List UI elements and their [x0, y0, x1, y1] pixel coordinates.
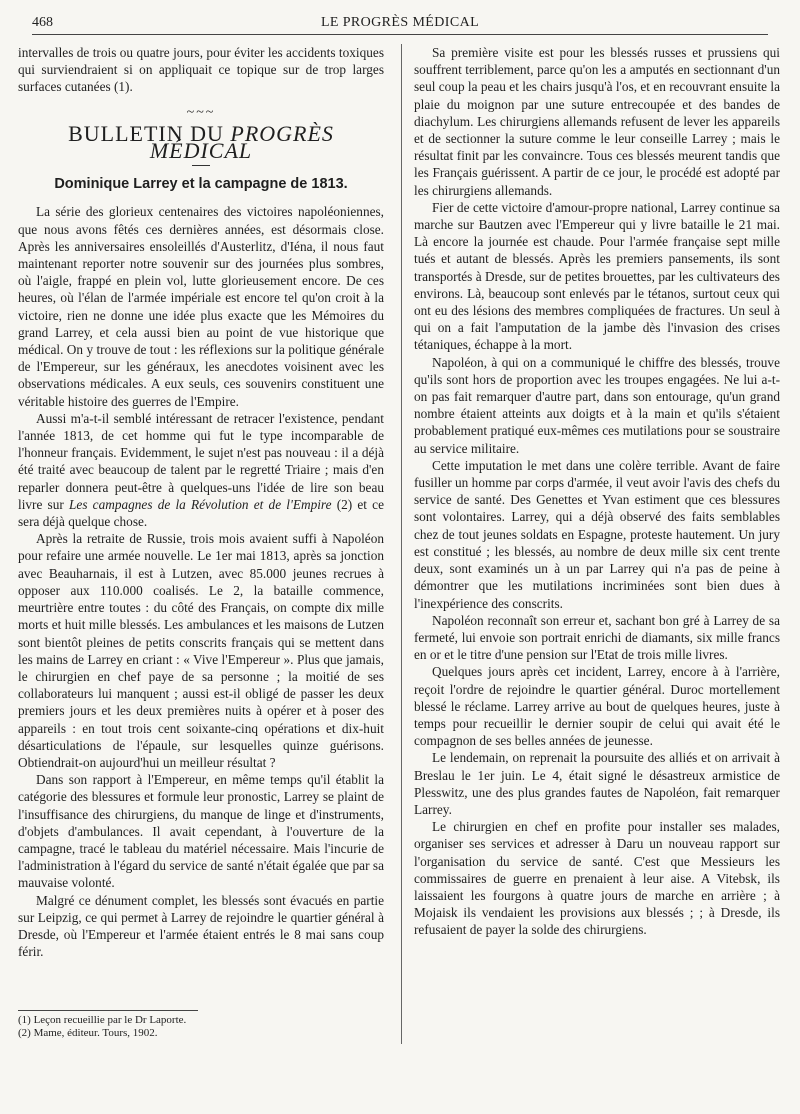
paragraph: Dans son rapport à l'Empereur, en même temps qu'il établit la catégorie des blessures et formule leur pronostic, Larrey se plaint de l'insuffisance des chirurgiens, du manque de linge et d'instruments, d'objets d'ambulances. Il avait cependant, à l'ouverture de la campagne, tracé le tableau du matériel nécessaire. Mais l'incurie de l'administration à l'égard du service de santé n'était égalée que par sa mauvaise volonté. — [18, 772, 384, 891]
paragraph: Malgré ce dénument complet, les blessés sont évacués en partie sur Leipzig, ce qui permet à Larrey de rejoindre le quartier général à Dresde, où l'Empereur et l'armée étaient entrés le 8 mai sans coup férir. — [18, 892, 384, 960]
left-column — [18, 44, 384, 960]
article-title: Dominique Larrey et la campagne de 1813. — [54, 176, 348, 193]
paragraph: Fier de cette victoire d'amour-propre national, Larrey continue sa marche sur Bautzen avec l'Empereur qui y livre bataille le 21 mai. Là encore la journée est chaude. Pour l'armée française sept mille tués et autant de blessés. Après les premiers pansements, ils sont transportés à Dresde, sur de petites brouettes, par les cultivateurs des environs. Là, beaucoup sont enlevés par le tétanos, surtout ceux qui ont eu des lésions des membres compliquées de fractures. Un seul à qui on a fait l'amputation de la jambe dès l'invasion des crises tétaniques, échappe à la mort. — [414, 199, 780, 353]
running-title: LE PROGRÈS MÉDICAL — [320, 15, 480, 30]
footnote: (1) Leçon recueillie par le Dr Laporte. — [18, 1014, 187, 1026]
paragraph: Quelques jours après cet incident, Larrey, encore à à l'arrière, reçoit l'ordre de rejoindre le quartier général. Duroc mortellement blessé le réclame. Larrey arrive au bout de quelques heures, juste à temps pour recueillir le dernier soupir de celui qui avait été le compagnon de ses belles années de jeunesse. — [414, 664, 780, 749]
paragraph: Après la retraite de Russie, trois mois avaient suffi à Napoléon pour refaire une armée nouvelle. Le 1er mai 1813, après sa jonction avec Beauharnais, il est à Lutzen, avec 85.000 jeunes recrues à opposer aux 110.000 coalisés. Le 2, la bataille commence, meurtrière entre toutes : du côté des Français, on compte dix mille morts et huit mille blessés. Les ambulances et les maisons de Lutzen sont bientôt pleines de petits conscrits français qui se mettent dans les mains de Larrey en criant : « Vive l'Empereur ». Plus que jamais, le chirurgien en chef paye de sa personne ; la moitié de ses collaborateurs lui manquent ; aussi est-il obligé de passer les deux premiers jours et les deux premières nuits à opérer et à poser des appareils : en tout trois cent soixante-cinq opérations et dix-huit désarticulations de l'épaule, sur lesquelles quinze guérisons. Obtiendrait-on aujourd'hui un meilleur résultat ? — [18, 531, 384, 770]
bulletin-title-italic: PROGRÈS MÉDICAL — [149, 120, 334, 164]
paragraph: La série des glorieux centenaires des victoires napoléoniennes, que nous avons fêtés ces dernières années, est désormais close. Après les anniversaires ensoleillés d'Austerlitz, d'Iéna, il nous faut maintenant reporter notre souvenir sur des journées plus sombres, où l'aigle, frappé en plein vol, lutte glorieusement encore. De ces heures, où l'élan de l'armée impériale est encore tel qu'on croit à la victoire, rien ne donne une idée plus exacte que les Mémoires du grand Larrey, et cela aussi bien au point de vue historique que médical. On y trouve de tout : les réflexions sur la politique générale de l'Empereur, sur les généraux, les anecdotes voisinent avec les observations médicales. A eux seuls, ces souvenirs constituent une véritable histoire des guerres de l'Empire. — [18, 204, 384, 409]
paragraph-text: (2) et ce sera déjà quelque chose. — [18, 496, 384, 530]
paragraph: Le chirurgien en chef en profite pour installer ses malades, organiser ses services et adresser à Daru un nouveau rapport sur l'organisation du service de santé. C'est que Messieurs les commissaires de guerre en prenaient à leur aise. A Vitebsk, ils laissaient les fourgons à quatre jours de marche en arrière ; à Mojaisk ils vendaient les provisions aux blessés ; ; à Dresde, ils refusaient de payer la solde des chirurgiens. — [414, 819, 780, 938]
bulletin-title — [18, 120, 384, 164]
footnote: (2) Mame, éditeur. Tours, 1902. — [18, 1027, 158, 1039]
paragraph: Cette imputation le met dans une colère terrible. Avant de faire fusiller un homme par corps d'armée, il veut avoir l'avis des chefs du service de santé. Des Genettes et Yvan estiment que ces blessures sont volontaires. Larrey, qui a déjà observé des faits semblables chez de tout jeunes soldats en Espagne, proteste hautement. Un jury est constitué ; les blessés, au nombre de deux mille six cent trente deux, sont examinés un à un par Larrey qui n'a pas de peine à démontrer que les mutilations incriminées sont bien dues à l'inexpérience des conscrits. — [414, 457, 780, 611]
paragraph: Napoléon, à qui on a communiqué le chiffre des blessés, trouve qu'ils sont hors de proportion avec les troupes engagées. Ne lui a-t-on pas fait remarquer d'autre part, dans son entourage, qu'un grand nombre étaient atteints aux doigts et à la main et qu'ils s'étaient probablement pratiqué eux-mêmes ces mutilations pour se soustraire au service militaire. — [414, 354, 780, 456]
bulletin-title-prefix: BULLETIN DU — [68, 120, 231, 146]
page-header — [32, 12, 768, 35]
ornament-divider: ~~~ — [186, 104, 216, 120]
page-number: 468 — [32, 15, 53, 30]
paragraph: Sa première visite est pour les blessés russes et prussiens qui souffrent terriblement, parce qu'on les a amputés en sectionnant d'un seul coup la peau et les chairs jusqu'à l'os, et en recouvrant ensuite la plaie du moignon par une suture entrecoupée et des bandes de diachylum. Les chirurgiens allemands refusent de lever les appareils et de sectionner la suture comme le leur conseille Larrey ; mais le résultat finit par les convaincre. Tous ces blessés meurent tandis que les Français guérissent. A partir de ce jour, le procédé est adopté par les chirurgiens allemands. — [414, 45, 780, 198]
paragraph: Le lendemain, on reprenait la poursuite des alliés et on arrivait à Breslau le 1er juin. Le 4, était signé le désastreux armistice de Plesswitz, une des plus grandes fautes de Napoléon, fait remarquer Larrey. — [414, 750, 780, 817]
book-title: Les campagnes de la Révolution et de l'Empire — [69, 496, 332, 512]
paragraph: intervalles de trois ou quatre jours, pour éviter les accidents toxiques qui surviendraient si on appliquait ce topique sur de trop larges surfaces cutanées (1). — [18, 45, 384, 95]
title-rule — [192, 165, 210, 166]
paragraph: Napoléon reconnaît son erreur et, sachant bon gré à Larrey de sa fermeté, lui envoie son portrait enrichi de diamants, six mille francs en or et le titre d'une pension sur l'Etat de trois mille livres. — [414, 612, 780, 663]
right-column — [414, 44, 780, 939]
column-divider — [401, 44, 402, 1044]
paragraph-text: Aussi m'a-t-il semblé intéressant de retracer l'existence, pendant l'année 1813, de cet homme qui fut le type incomparable de l'honneur français. Evidemment, le sujet n'est pas nouveau : il a déjà été traité avec beaucoup de talent par le regretté Triaire ; mais d'en reparler donnera peut-être à quelques-uns l'idée de lire son beau livre sur — [18, 410, 384, 512]
footnotes — [18, 1014, 384, 1040]
paragraph — [18, 410, 384, 530]
footnote-rule — [18, 1010, 198, 1011]
